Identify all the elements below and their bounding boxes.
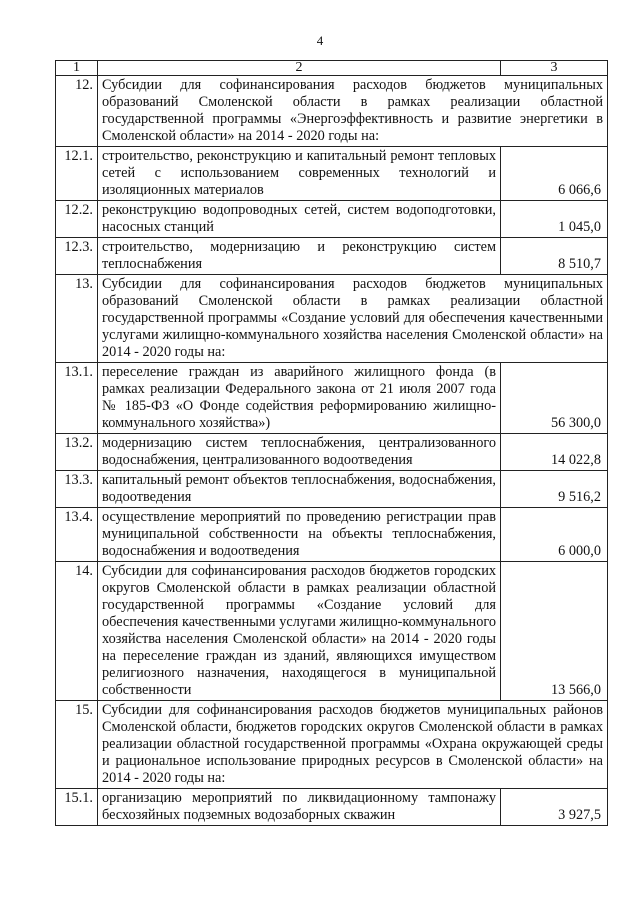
row-number: 15. — [56, 701, 98, 789]
header-col-1: 1 — [56, 61, 98, 76]
subsidy-table — [55, 60, 608, 826]
row-number: 15.1. — [56, 789, 98, 826]
table-row — [56, 562, 608, 701]
row-number: 13.4. — [56, 508, 98, 562]
row-number: 14. — [56, 562, 98, 701]
row-value: 13 566,0 — [501, 562, 608, 701]
row-text: Субсидии для софинансирования расходов бюджетов городских округов Смоленской области в рамках реализации областной государственной программы «Создание условий для обеспечения качественными услугами жилищно-коммунального хозяйства населения Смоленской области» на 2014 - 2020 годы на переселение граждан из зданий, являющихся имуществом религиозного назначения, находящегося в муниципальной собственности — [98, 562, 501, 701]
row-text: строительство, модернизацию и реконструкцию систем теплоснабжения — [98, 238, 501, 275]
row-text: Субсидии для софинансирования расходов бюджетов муниципальных образований Смоленской области в рамках реализации областной государственной программы «Создание условий для обеспечения качественными услугами жилищно-коммунального хозяйства населения Смоленской области» на 2014 - 2020 годы на: — [98, 275, 608, 363]
row-number: 12.2. — [56, 201, 98, 238]
table-row — [56, 701, 608, 789]
row-number: 12. — [56, 76, 98, 147]
row-number: 13.3. — [56, 471, 98, 508]
table-row — [56, 238, 608, 275]
table-row — [56, 789, 608, 826]
header-row — [56, 61, 608, 76]
row-text: Субсидии для софинансирования расходов бюджетов муниципальных районов Смоленской области, бюджетов городских округов Смоленской области в рамках реализации областной государственной программы «Охрана окружающей среды и рациональное использование природных ресурсов в Смоленской области» на 2014 - 2020 годы на: — [98, 701, 608, 789]
row-value: 6 000,0 — [501, 508, 608, 562]
table-row — [56, 434, 608, 471]
row-number: 12.1. — [56, 147, 98, 201]
row-text: Субсидии для софинансирования расходов бюджетов муниципальных образований Смоленской области в рамках реализации областной государственной программы «Энергоэффективность и развитие энергетики в Смоленской области» на 2014 - 2020 годы на: — [98, 76, 608, 147]
page-number: 4 — [316, 33, 324, 48]
row-number: 13.1. — [56, 363, 98, 434]
header-col-3: 3 — [501, 61, 608, 76]
table-row — [56, 275, 608, 363]
table-row — [56, 201, 608, 238]
row-text: реконструкцию водопроводных сетей, систем водоподготовки, насосных станций — [98, 201, 501, 238]
table-row — [56, 471, 608, 508]
row-value: 56 300,0 — [501, 363, 608, 434]
row-number: 13. — [56, 275, 98, 363]
row-value: 14 022,8 — [501, 434, 608, 471]
row-value: 1 045,0 — [501, 201, 608, 238]
row-text: капитальный ремонт объектов теплоснабжения, водоснабжения, водоотведения — [98, 471, 501, 508]
row-value: 6 066,6 — [501, 147, 608, 201]
table-row — [56, 147, 608, 201]
table-row — [56, 76, 608, 147]
row-text: организацию мероприятий по ликвидационному тампонажу бесхозяйных подземных водозаборных скважин — [98, 789, 501, 826]
row-text: строительство, реконструкцию и капитальный ремонт тепловых сетей с использованием современных технологий и изоляционных материалов — [98, 147, 501, 201]
row-text: осуществление мероприятий по проведению регистрации прав муниципальной собственности на объекты теплоснабжения, водоснабжения и водоотведения — [98, 508, 501, 562]
table-row — [56, 508, 608, 562]
row-text: переселение граждан из аварийного жилищного фонда (в рамках реализации Федерального закона от 21 июля 2007 года № 185-ФЗ «О Фонде содействия реформированию жилищно-коммунального хозяйства») — [98, 363, 501, 434]
row-number: 12.3. — [56, 238, 98, 275]
table-row — [56, 363, 608, 434]
row-number: 13.2. — [56, 434, 98, 471]
row-value: 9 516,2 — [501, 471, 608, 508]
row-text: модернизацию систем теплоснабжения, централизованного водоснабжения, централизованного водоотведения — [98, 434, 501, 471]
header-col-2: 2 — [98, 61, 501, 76]
row-value: 8 510,7 — [501, 238, 608, 275]
row-value: 3 927,5 — [501, 789, 608, 826]
